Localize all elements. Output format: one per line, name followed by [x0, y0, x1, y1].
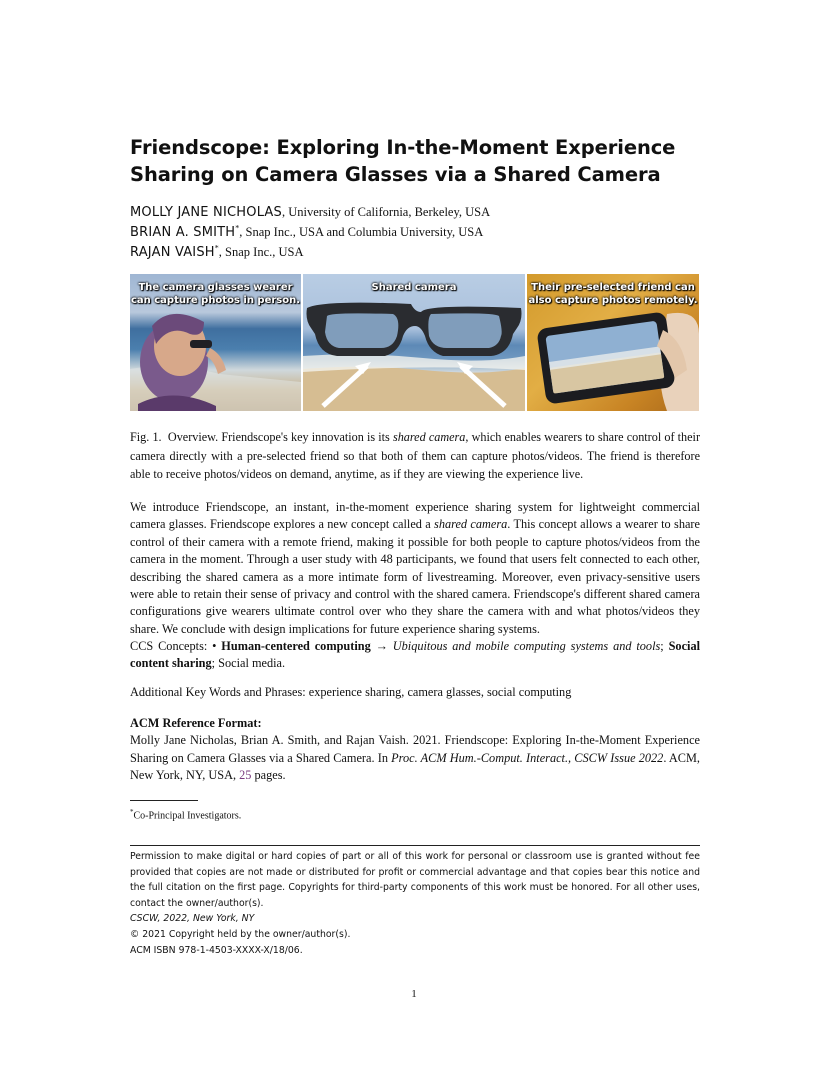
author-affiliation: , University of California, Berkeley, USA	[281, 205, 491, 219]
isbn: ACM ISBN 978-1-4503-XXXX-X/18/06.	[130, 944, 303, 956]
copyright-notice: © 2021 Copyright held by the owner/author(s).	[130, 928, 351, 940]
panel-label-friend: Their pre-selected friend can also capture photos remotely.	[528, 282, 698, 306]
paper-title: Friendscope: Exploring In-the-Moment Experience Sharing on Camera Glasses via a Shared Camera	[130, 136, 676, 186]
conference-venue: CSCW, 2022, New York, NY	[130, 913, 255, 925]
glasses-illustration	[303, 274, 525, 411]
page-count-link[interactable]: 25	[239, 768, 252, 783]
overview-figure	[130, 274, 699, 411]
author-name: MOLLY JANE NICHOLAS	[130, 205, 282, 220]
ccs-concepts: CCS Concepts: • Human-centered computing → Ubiquitous and mobile computing systems and tools; Social content sharing; Social media.	[130, 639, 701, 671]
author-list	[130, 202, 490, 262]
footnote-rule	[130, 800, 198, 801]
author-marker: *	[214, 243, 219, 253]
author-marker: *	[235, 223, 240, 233]
permission-text: Permission to make digital or hard copies of part or all of this work for personal or classroom use is granted without fee provided that copies are not made or distributed for profit or commercial advantage and that copies bear this notice and the full citation on the first page. Copyrights for third-party components of this work must be honored. For all other uses, contact the owner/author(s).	[130, 851, 700, 909]
footnote: *Co-Principal Investigators.	[130, 808, 242, 822]
figure-label: Fig. 1.	[130, 430, 162, 444]
wearer-photo	[130, 274, 301, 411]
author-2	[130, 222, 490, 242]
panel-label-wearer: The camera glasses wearer can capture photos in person.	[130, 282, 301, 306]
author-affiliation: , Snap Inc., USA	[218, 245, 304, 259]
permission-rule	[130, 845, 700, 846]
abstract: We introduce Friendscope, an instant, in-the-moment experience sharing system for lightweight commercial camera glasses. Friendscope explores a new concept called a shared camera. This concept allows a wearer to share control of their camera with a remote friend, making it possible for both people to capture photos/videos from the camera in the moment. Through a user study with 48 participants, we found that users felt connected to each other, describing the shared camera as a more intimate form of livestreaming. Moreover, even privacy-sensitive users were able to retain their sense of privacy and control with the shared camera. Friendscope's different shared camera configurations give wearers ultimate control over who they share the camera with and what photos/videos they share. We conclude with design implications for future experience sharing systems.	[130, 500, 700, 636]
author-affiliation: , Snap Inc., USA and Columbia University, USA	[239, 225, 484, 239]
shared-camera-photo	[303, 274, 525, 411]
author-name: BRIAN A. SMITH	[130, 225, 236, 240]
permission-block	[130, 849, 700, 958]
author-3	[130, 242, 490, 262]
page-number: 1	[411, 988, 417, 1000]
acm-reference	[130, 715, 700, 785]
author-1	[130, 202, 490, 222]
reference-text: Molly Jane Nicholas, Brian A. Smith, and Rajan Vaish. 2021. Friendscope: Exploring In-the-Moment Experience Sharing on Camera Glasses via a Shared Camera. In Proc. ACM Hum.-Comput. Interact., CSCW Issue 2022. ACM, New York, NY, USA, 25 pages.	[130, 733, 700, 783]
figure-caption: Fig. 1. Overview. Friendscope's key innovation is its shared camera, which enables wearers to share control of their camera directly with a pre-selected friend so that both of them can capture photos/videos. The friend is therefore able to receive photos/videos on demand, anytime, as if they are viewing the experience live.	[130, 430, 701, 482]
panel-label-shared-camera: Shared camera	[371, 282, 457, 293]
author-name: RAJAN VAISH	[130, 245, 215, 260]
friend-phone-photo	[527, 274, 699, 411]
keywords: Additional Key Words and Phrases: experience sharing, camera glasses, social computing	[130, 685, 572, 699]
reference-heading: ACM Reference Format:	[130, 716, 262, 730]
